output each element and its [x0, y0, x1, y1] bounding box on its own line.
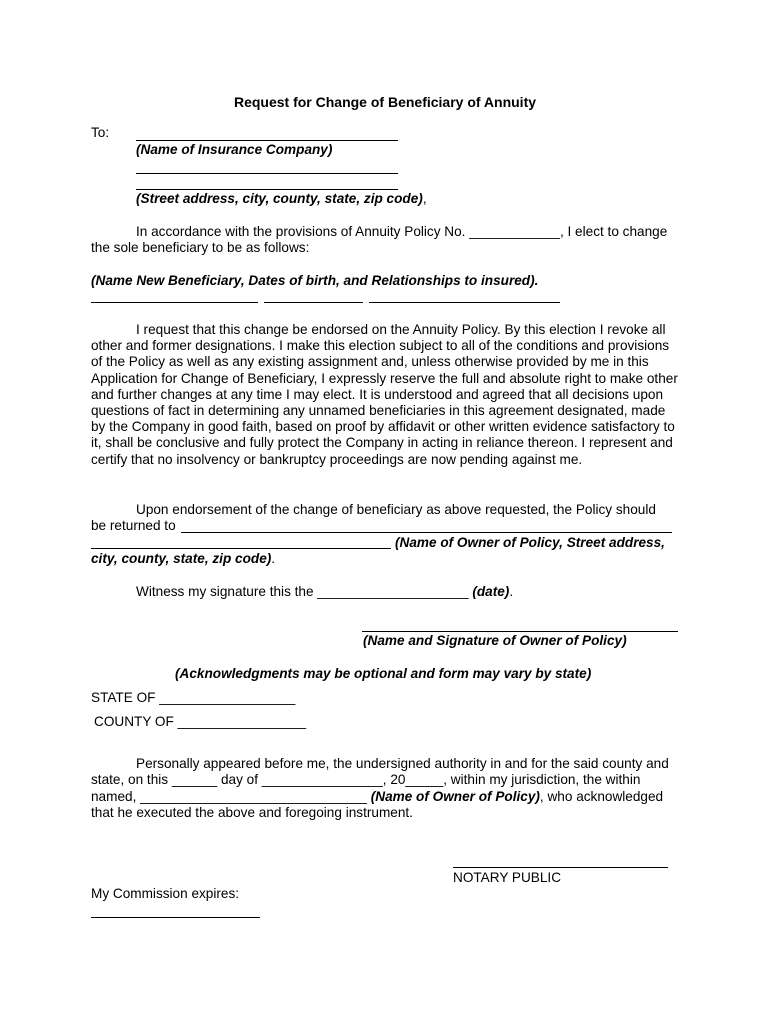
- street-address-line-2[interactable]: [136, 189, 398, 190]
- document-title: Request for Change of Beneficiary of Annuity: [233, 94, 537, 110]
- owner-signature-label: (Name and Signature of Owner of Policy): [363, 633, 627, 648]
- witness-date-label: (date): [472, 584, 510, 599]
- policy-intro-text: In accordance with the provisions of Annuity Policy No. ____________, I elect to change the sole beneficiary to be as follows:: [91, 224, 668, 256]
- appeared-line-3-suffix: , who acknowledged: [539, 789, 664, 804]
- return-owner-label: (Name of Owner of Policy, Street address,: [395, 535, 665, 550]
- county-of-field: COUNTY OF _________________: [94, 714, 307, 729]
- street-address-label: (Street address, city, county, state, zip code): [136, 191, 423, 206]
- insurance-company-label: (Name of Insurance Company): [136, 142, 333, 157]
- beneficiary-label: (Name New Beneficiary, Dates of birth, and Relationships to insured).: [91, 273, 539, 288]
- witness-prefix: Witness my signature this the ____________________: [136, 584, 469, 599]
- state-of-field: STATE OF __________________: [91, 690, 296, 705]
- notary-signature-line[interactable]: [453, 867, 668, 868]
- witness-line: [136, 584, 513, 600]
- appeared-owner-label: (Name of Owner of Policy): [370, 789, 540, 804]
- endorsement-text: I request that this change be endorsed on the Annuity Policy. By this election I revoke all other and former designations. I make this election subject to all of the conditions and provisions of the Policy as well as any existing assignment and, unless otherwise provided by me in this Application for Change of Beneficiary, I expressly reserve the full and absolute right to make other and further changes at any time I may elect. It is understood and agreed that all decisions upon questions of fact in determining any unnamed beneficiaries in this agreement designated, made by the Company in good faith, based on proof by affidavit or other written evidence satisfactory to it, shall be conclusive and fully protect the Company in acting in reliance thereon. I represent and certify that no insolvency or bankruptcy proceedings are now pending against me.: [91, 322, 678, 467]
- street-address-suffix: ,: [422, 191, 427, 206]
- beneficiary-dob-line[interactable]: [264, 302, 363, 303]
- return-owner-line[interactable]: [91, 548, 391, 549]
- beneficiary-name-line[interactable]: [91, 302, 258, 303]
- return-line-1: Upon endorsement of the change of beneficiary as above requested, the Policy should: [136, 502, 656, 517]
- street-address-caption: [136, 191, 427, 207]
- appeared-line-1: Personally appeared before me, the undersigned authority in and for the said county and: [136, 756, 669, 771]
- to-label: To:: [91, 125, 110, 140]
- return-line-2: be returned to: [91, 518, 176, 533]
- endorsement-paragraph: [91, 322, 683, 468]
- beneficiary-relationship-line[interactable]: [369, 302, 560, 303]
- appeared-line-3: [91, 789, 663, 805]
- appeared-line-4: that he executed the above and foregoing instrument.: [91, 805, 413, 820]
- commission-expires-label: My Commission expires:: [91, 886, 240, 901]
- return-owner-suffix: .: [271, 551, 276, 566]
- acknowledgments-note: (Acknowledgments may be optional and form may vary by state): [175, 666, 592, 681]
- return-to-line[interactable]: [181, 532, 672, 533]
- witness-suffix: .: [509, 584, 514, 599]
- commission-expires-line[interactable]: [91, 917, 260, 918]
- return-owner-label-2: city, county, state, zip code): [91, 551, 272, 566]
- appeared-line-2: state, on this ______ day of ________________, 20_____, within my jurisdiction, the within: [91, 772, 641, 787]
- insurance-company-line[interactable]: [136, 140, 398, 141]
- appeared-line-3-prefix: named, ______________________________: [91, 789, 367, 804]
- street-address-line-1[interactable]: [136, 173, 398, 174]
- notary-public-label: NOTARY PUBLIC: [453, 870, 562, 885]
- return-owner-caption: [91, 551, 275, 567]
- owner-signature-line[interactable]: [362, 631, 678, 632]
- policy-intro-paragraph: [91, 224, 683, 256]
